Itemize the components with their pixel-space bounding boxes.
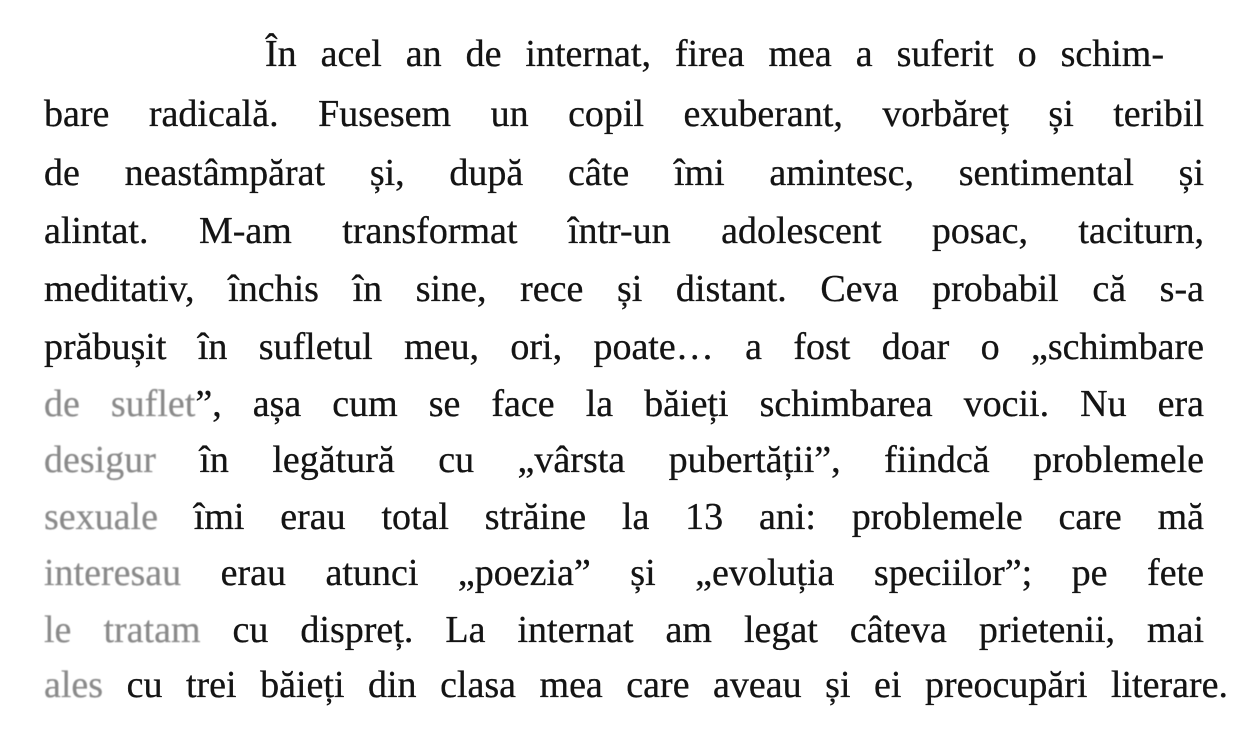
text-line xyxy=(44,375,1204,433)
line-text: în legătură cu „vârsta pubertății”, fiindcă problemele xyxy=(155,439,1204,481)
text-line xyxy=(44,202,1204,260)
faded-text: le tratam xyxy=(44,609,201,651)
text-line xyxy=(44,431,1204,489)
line-text: cu dispreț. La internat am legat câteva prietenii, mai xyxy=(200,609,1205,651)
faded-text: de suflet xyxy=(44,383,196,425)
line-text: ”, așa cum se face la băieți schimbarea vocii. Nu era xyxy=(195,383,1204,425)
text-line xyxy=(44,260,1204,318)
line-text: cu trei băieți din clasa mea care aveau și ei preocupări literare. xyxy=(103,664,1228,706)
line-text: prăbușit în sufletul meu, ori, poate… a fost doar o „schimbare xyxy=(44,326,1204,368)
faded-text: ales xyxy=(44,664,104,706)
text-line xyxy=(44,544,1204,602)
line-text: îmi erau total străine la 13 ani: problemele care mă xyxy=(157,496,1204,538)
text-line xyxy=(44,318,1204,376)
text-line xyxy=(44,144,1204,202)
text-line xyxy=(44,601,1204,659)
line-text: de neastâmpărat și, după câte îmi amintesc, sentimental și xyxy=(44,152,1204,194)
faded-text: interesau xyxy=(44,552,182,594)
line-text: alintat. M-am transformat într-un adolescent posac, taciturn, xyxy=(44,210,1204,252)
faded-text: sexuale xyxy=(44,496,158,538)
line-text: În acel an de internat, firea mea a suferit o schim- xyxy=(265,33,1164,75)
line-text: meditativ, închis în sine, rece și distant. Ceva probabil că s-a xyxy=(44,268,1204,310)
faded-text: desigur xyxy=(44,439,156,481)
line-text: erau atunci „poezia” și „evoluția speciilor”; pe fete xyxy=(181,552,1204,594)
text-line xyxy=(44,488,1204,546)
line-text: bare radicală. Fusesem un copil exuberant, vorbăreț și teribil xyxy=(44,93,1204,135)
text-line xyxy=(44,656,1228,714)
text-line xyxy=(265,25,1164,83)
text-line xyxy=(44,85,1204,143)
